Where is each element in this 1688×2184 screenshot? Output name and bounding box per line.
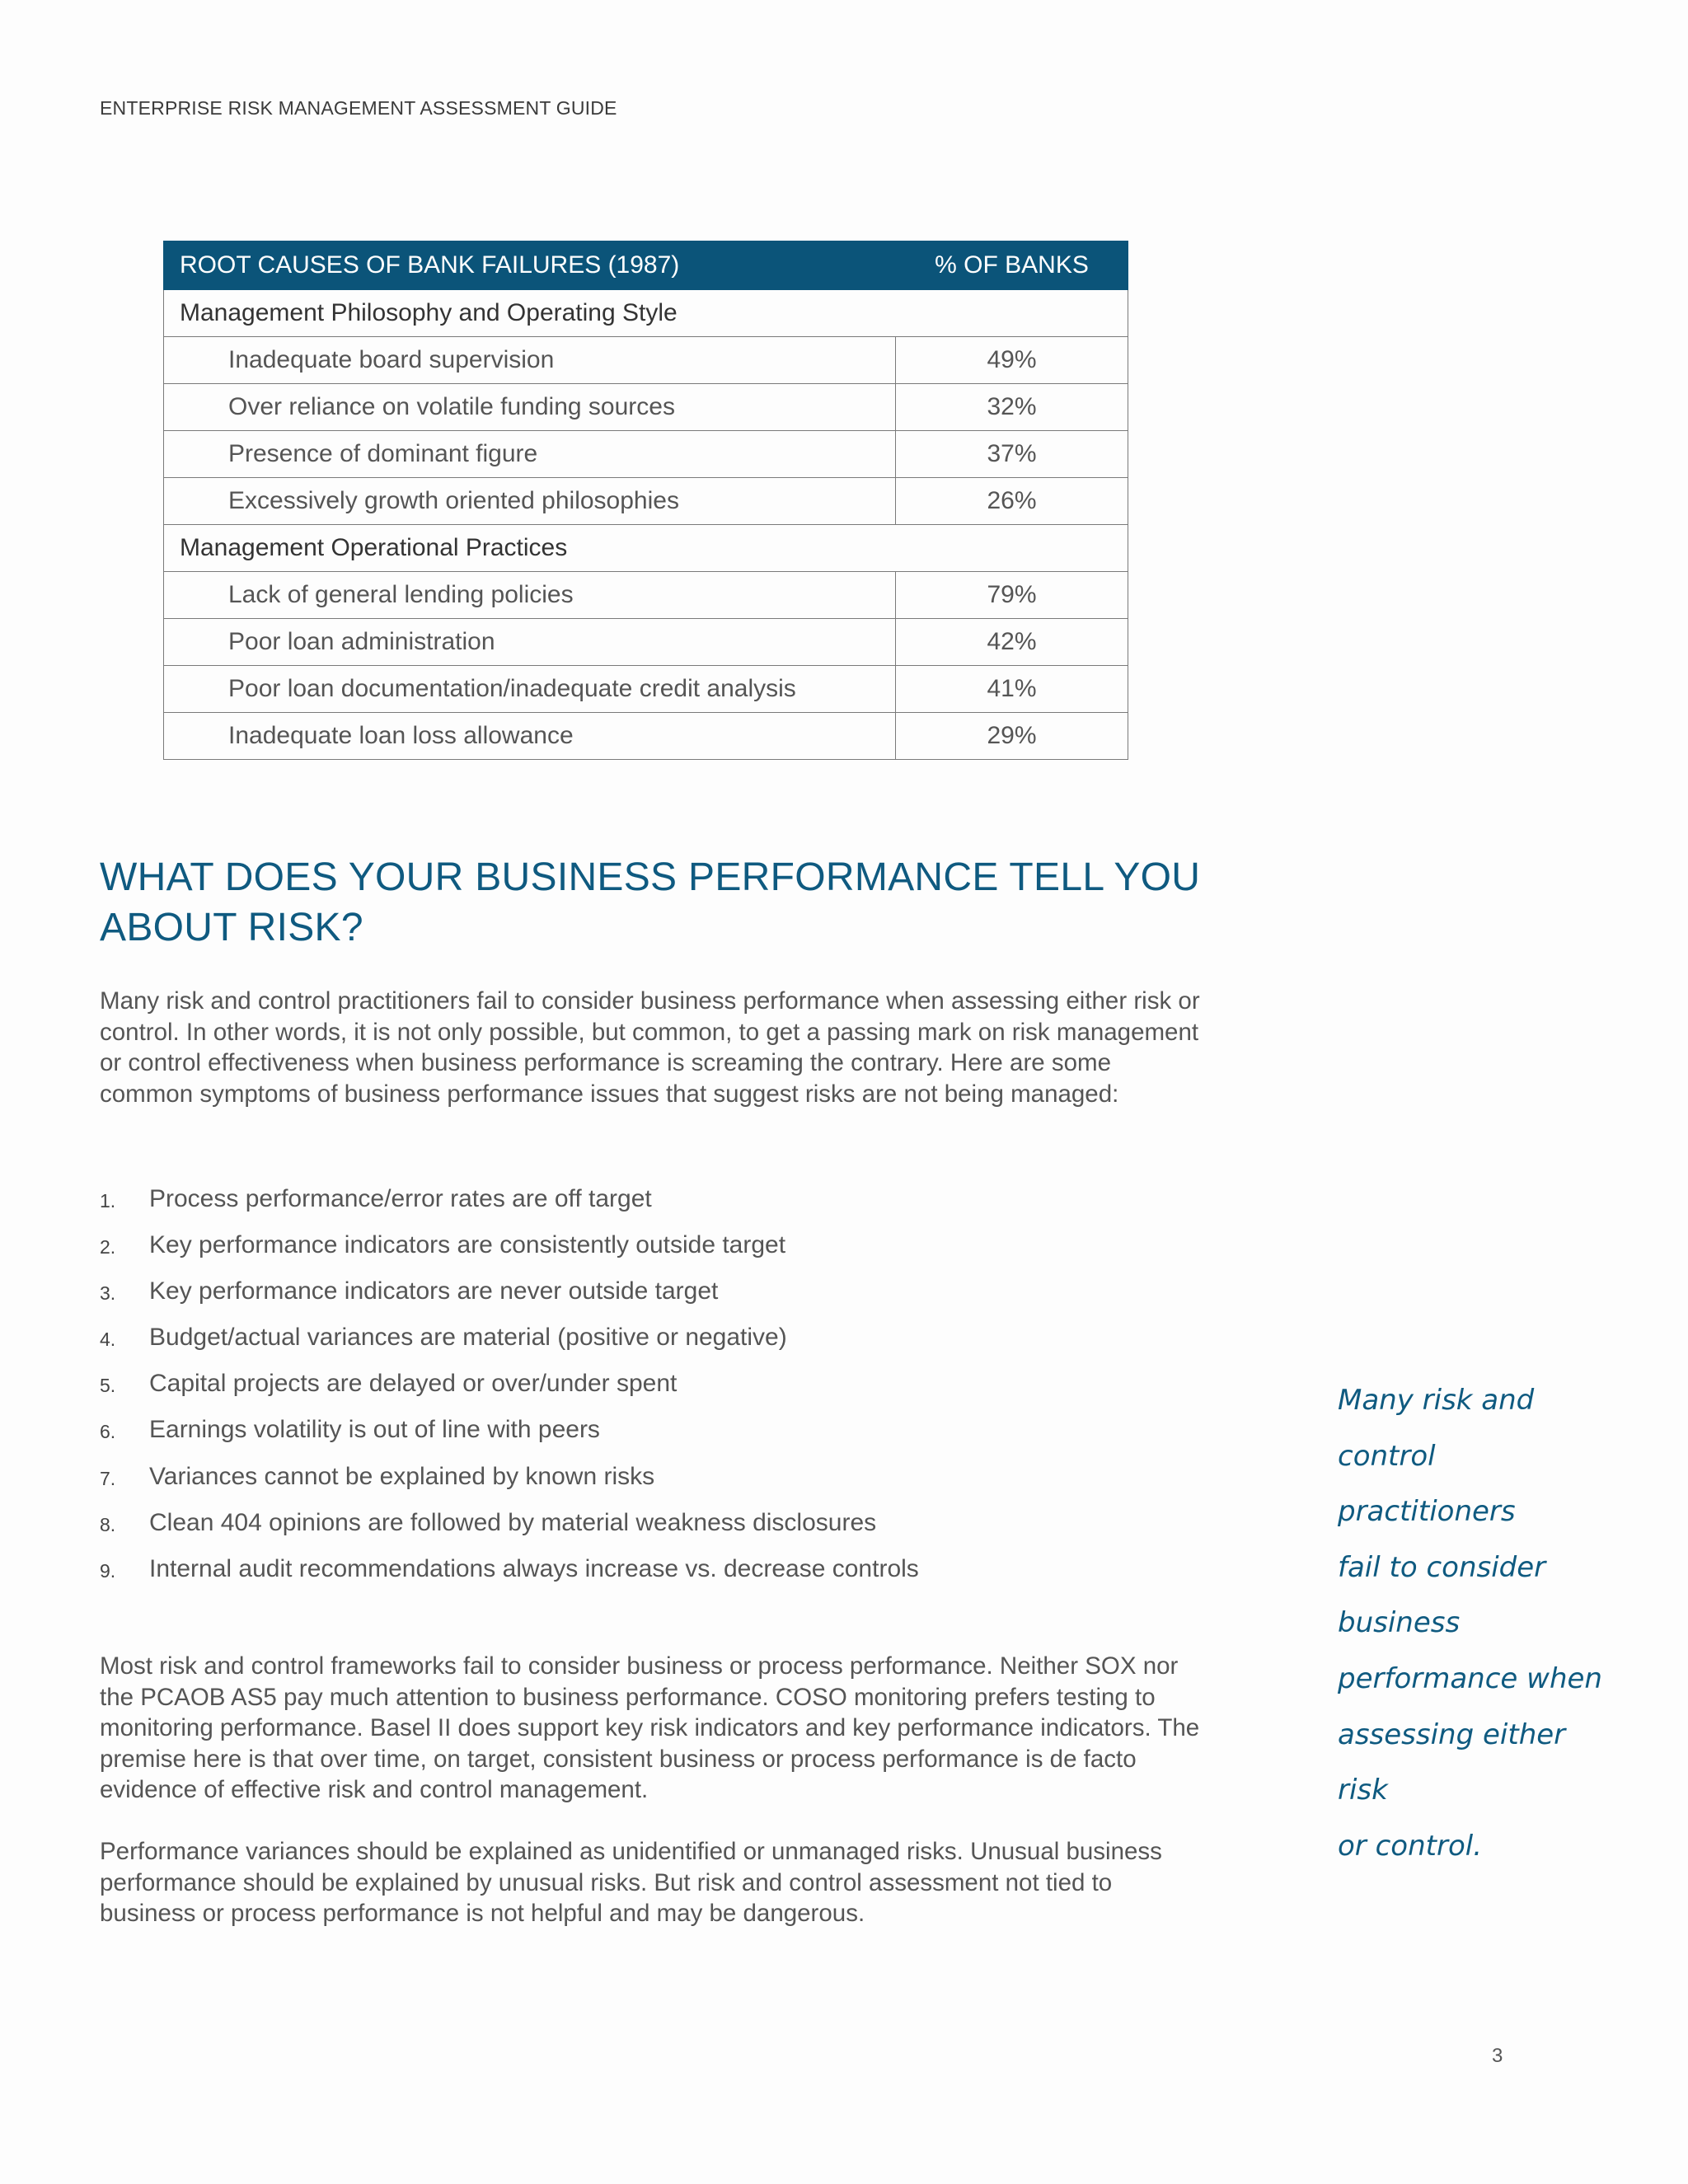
running-header: ENTERPRISE RISK MANAGEMENT ASSESSMENT GUIDE — [100, 97, 617, 119]
cause-percent: 42% — [896, 619, 1128, 666]
pull-quote-line: business — [1338, 1606, 1461, 1640]
pull-quote-line: Many risk and — [1338, 1384, 1535, 1417]
list-item — [100, 1231, 1171, 1277]
list-item-text: Internal audit recommendations always increase vs. decrease controls — [149, 1554, 919, 1582]
list-item-text: Earnings volatility is out of line with peers — [149, 1416, 600, 1444]
list-item-number: 7. — [100, 1467, 116, 1489]
list-item-text: Process performance/error rates are off target — [149, 1185, 652, 1212]
list-item-text: Key performance indicators are consistently outside target — [149, 1231, 786, 1259]
list-item-number: 6. — [100, 1421, 116, 1443]
variances-paragraph: Performance variances should be explained as unidentified or unmanaged risks. Unusual business performance should be explained by unusual risks. But risk and control assessment not tied to business or process performance is not helpful and may be dangerous. — [100, 1838, 1162, 1928]
cause-percent: 29% — [896, 713, 1128, 760]
table-row — [164, 337, 1128, 384]
list-item — [100, 1555, 1171, 1601]
column-header-percent: % OF BANKS — [896, 241, 1128, 290]
table-group-row — [164, 525, 1128, 572]
section-title-line-1: WHAT DOES YOUR BUSINESS PERFORMANCE TELL YOU — [100, 855, 1201, 899]
table-header-row — [164, 241, 1128, 290]
pull-quote — [1338, 1373, 1618, 1874]
group-title: Management Philosophy and Operating Style — [164, 290, 1128, 337]
table-row — [164, 572, 1128, 619]
cause-label: Lack of general lending policies — [164, 572, 896, 619]
table-group-row — [164, 290, 1128, 337]
cause-percent: 41% — [896, 666, 1128, 713]
list-item — [100, 1370, 1171, 1416]
bank-failures-table — [163, 241, 1128, 760]
list-item — [100, 1416, 1171, 1462]
table-row — [164, 666, 1128, 713]
list-item-number: 8. — [100, 1513, 116, 1535]
list-item — [100, 1463, 1171, 1509]
list-item-text: Capital projects are delayed or over/under spent — [149, 1370, 678, 1398]
list-item-number: 4. — [100, 1329, 116, 1351]
cause-label: Poor loan administration — [164, 619, 896, 666]
cause-percent: 79% — [896, 572, 1128, 619]
section-title — [100, 852, 1221, 953]
list-item — [100, 1185, 1171, 1231]
pull-quote-line: or control. — [1338, 1829, 1482, 1863]
list-item — [100, 1277, 1171, 1324]
table-row — [164, 384, 1128, 431]
cause-label: Excessively growth oriented philosophies — [164, 478, 896, 525]
cause-label: Poor loan documentation/inadequate credit analysis — [164, 666, 896, 713]
cause-percent: 37% — [896, 431, 1128, 478]
cause-label: Over reliance on volatile funding sources — [164, 384, 896, 431]
table-row — [164, 478, 1128, 525]
list-item-text: Key performance indicators are never outside target — [149, 1277, 719, 1305]
cause-label: Inadequate loan loss allowance — [164, 713, 896, 760]
list-item — [100, 1509, 1171, 1555]
column-header-causes: ROOT CAUSES OF BANK FAILURES (1987) — [164, 241, 896, 290]
cause-percent: 32% — [896, 384, 1128, 431]
intro-paragraph: Many risk and control practitioners fail to consider business performance when assessing either risk or control. In other words, it is not only possible, but common, to get a passing mark on risk management or control effectiveness when business performance is screaming the contrary. Here are some common symptoms of business performance issues that suggest risks are not being managed: — [100, 987, 1200, 1108]
group-title: Management Operational Practices — [164, 525, 1128, 572]
table-row — [164, 713, 1128, 760]
pull-quote-line: fail to consider — [1338, 1550, 1546, 1584]
cause-label: Inadequate board supervision — [164, 337, 896, 384]
table-row — [164, 431, 1128, 478]
cause-percent: 26% — [896, 478, 1128, 525]
cause-percent: 49% — [896, 337, 1128, 384]
list-item-number: 9. — [100, 1559, 116, 1582]
list-item-text: Variances cannot be explained by known risks — [149, 1462, 655, 1490]
list-item-text: Clean 404 opinions are followed by material weakness disclosures — [149, 1508, 877, 1536]
pull-quote-line: control practitioners — [1338, 1439, 1516, 1529]
frameworks-paragraph: Most risk and control frameworks fail to consider business or process performance. Neither SOX nor the PCAOB AS5 pay much attention to business performance. COSO monitoring prefers testing to monitoring performance. Basel II does support key risk indicators and key performance indicators. The premise here is that over time, on target, consistent business or process performance is de facto evidence of effective risk and control management. — [100, 1652, 1200, 1804]
table-row — [164, 619, 1128, 666]
cause-label: Presence of dominant figure — [164, 431, 896, 478]
list-item-text: Budget/actual variances are material (positive or negative) — [149, 1324, 787, 1352]
pull-quote-line: assessing either risk — [1338, 1718, 1566, 1807]
pull-quote-line: performance when — [1338, 1661, 1602, 1695]
list-item — [100, 1324, 1171, 1370]
list-item-number: 3. — [100, 1282, 116, 1305]
list-item-number: 5. — [100, 1375, 116, 1397]
list-item-number: 1. — [100, 1190, 116, 1212]
symptoms-list — [100, 1185, 1171, 1601]
page-number: 3 — [1492, 2045, 1503, 2067]
list-item-number: 2. — [100, 1236, 116, 1258]
section-title-line-2: ABOUT RISK? — [100, 906, 363, 949]
